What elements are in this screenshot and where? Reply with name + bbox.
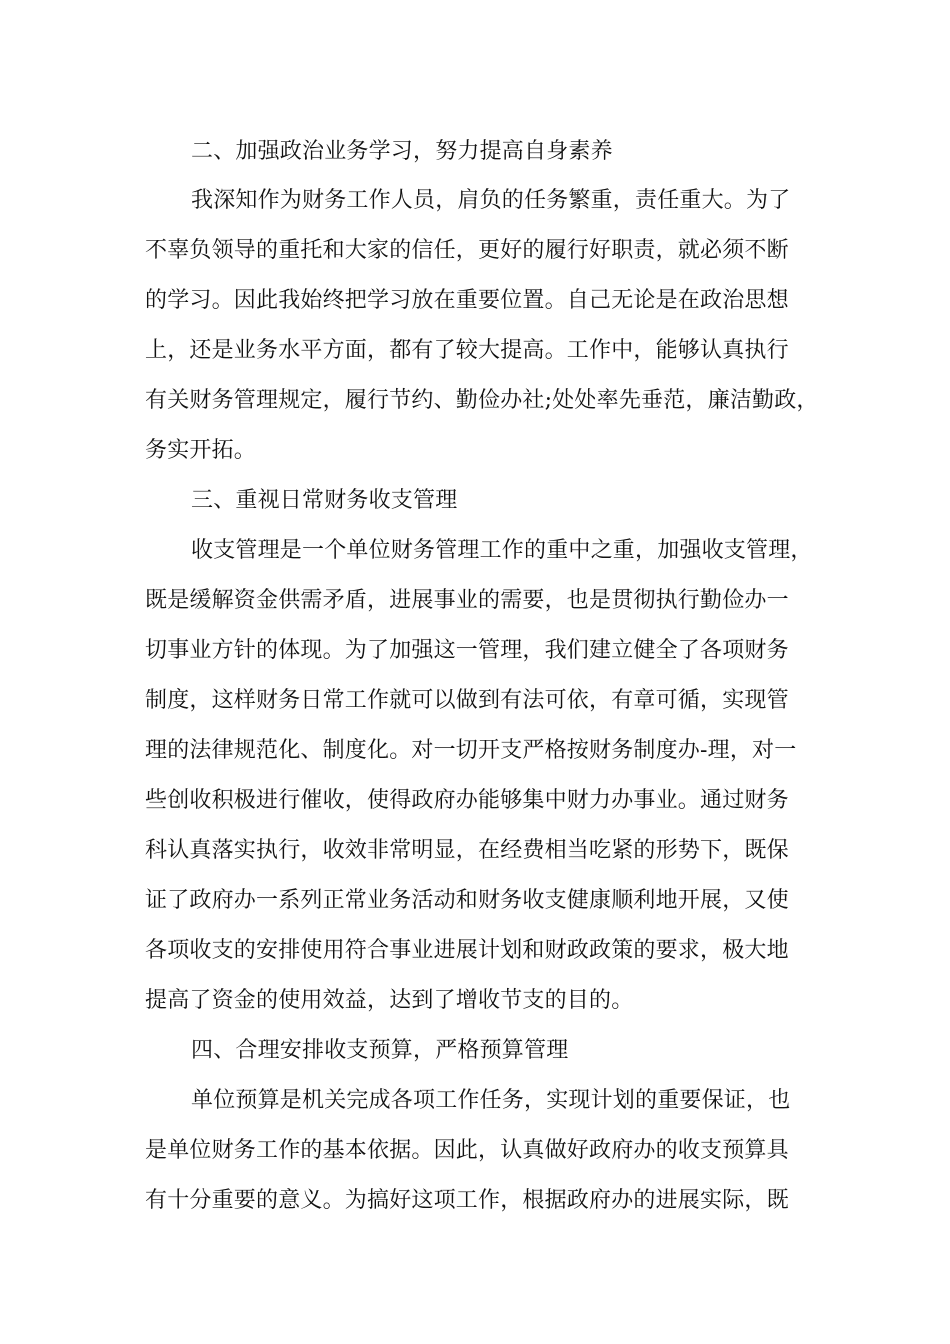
paragraph-line: 务实开拓。 bbox=[145, 438, 257, 463]
paragraph-line: 的学习。因此我始终把学习放在重要位置。自己无论是在政治思想 bbox=[145, 288, 789, 313]
paragraph-line: 些创收积极进行催收，使得政府办能够集中财力办事业。通过财务 bbox=[145, 788, 789, 813]
paragraph-line: 是单位财务工作的基本依据。因此，认真做好政府办的收支预算具 bbox=[145, 1138, 789, 1163]
section-heading-3: 三、重视日常财务收支管理 bbox=[191, 488, 458, 513]
section-heading-2: 二、加强政治业务学习，努力提高自身素养 bbox=[191, 139, 613, 164]
paragraph-line: 提高了资金的使用效益，达到了增收节支的目的。 bbox=[145, 988, 634, 1013]
paragraph-line: 理的法律规范化、制度化。对一切开支严格按财务制度办-理，对一 bbox=[145, 738, 797, 763]
paragraph-line: 收支管理是一个单位财务管理工作的重中之重，加强收支管理， bbox=[191, 538, 813, 563]
paragraph-line: 有十分重要的意义。为搞好这项工作，根据政府办的进展实际，既 bbox=[145, 1188, 789, 1213]
paragraph-line: 既是缓解资金供需矛盾，进展事业的需要，也是贯彻执行勤俭办一 bbox=[145, 588, 789, 613]
paragraph-line: 制度，这样财务日常工作就可以做到有法可依，有章可循，实现管 bbox=[145, 688, 789, 713]
paragraph-line: 我深知作为财务工作人员，肩负的任务繁重，责任重大。为了 bbox=[191, 188, 791, 213]
section-heading-4: 四、合理安排收支预算，严格预算管理 bbox=[191, 1038, 569, 1063]
paragraph-line: 科认真落实执行，收效非常明显，在经费相当吃紧的形势下，既保 bbox=[145, 838, 789, 863]
paragraph-line: 上，还是业务水平方面，都有了较大提高。工作中，能够认真执行 bbox=[145, 338, 789, 363]
paragraph-line: 不辜负领导的重托和大家的信任，更好的履行好职责，就必须不断 bbox=[145, 238, 789, 263]
paragraph-line: 各项收支的安排使用符合事业进展计划和财政政策的要求，极大地 bbox=[145, 938, 789, 963]
paragraph-line: 有关财务管理规定，履行节约、勤俭办社;处处率先垂范，廉洁勤政， bbox=[145, 388, 819, 413]
paragraph-line: 单位预算是机关完成各项工作任务，实现计划的重要保证，也 bbox=[191, 1088, 791, 1113]
paragraph-line: 证了政府办一系列正常业务活动和财务收支健康顺利地开展，又使 bbox=[145, 888, 789, 913]
paragraph-line: 切事业方针的体现。为了加强这一管理，我们建立健全了各项财务 bbox=[145, 638, 789, 663]
